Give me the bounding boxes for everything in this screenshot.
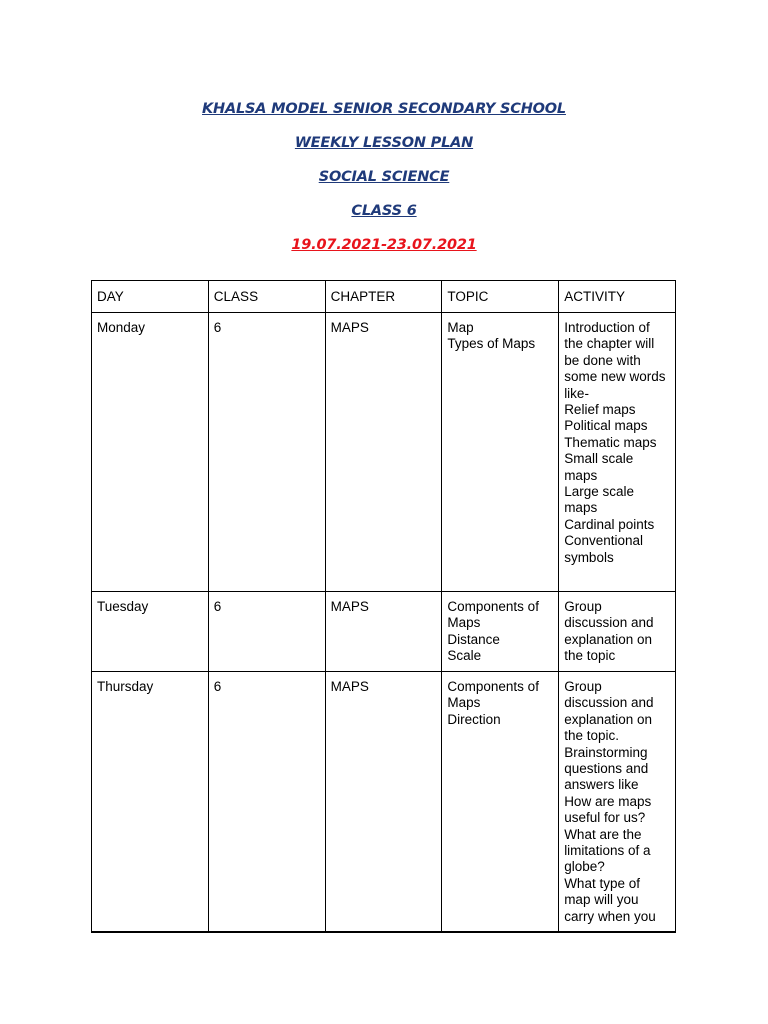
chapter-cell: MAPS bbox=[325, 313, 442, 592]
column-header-day: DAY bbox=[92, 281, 209, 313]
topic-cell: Map Types of Maps bbox=[442, 313, 559, 592]
activity-cell: Introduction of the chapter will be done with some new words like- Relief maps Political maps Thematic maps Small scale maps Large scale maps Cardinal points Conventional symbols bbox=[559, 313, 676, 592]
table-row bbox=[92, 592, 676, 672]
day-cell: Thursday bbox=[92, 672, 209, 933]
class-cell: 6 bbox=[208, 672, 325, 933]
column-header-chapter: CHAPTER bbox=[325, 281, 442, 313]
school-name: KHALSA MODEL SENIOR SECONDARY SCHOOL bbox=[202, 101, 566, 117]
subject-title: SOCIAL SCIENCE bbox=[318, 169, 450, 185]
column-header-activity: ACTIVITY bbox=[559, 281, 676, 313]
activity-cell: Group discussion and explanation on the topic bbox=[559, 592, 676, 672]
column-header-topic: TOPIC bbox=[442, 281, 559, 313]
class-title: CLASS 6 bbox=[351, 203, 417, 219]
document-header bbox=[0, 92, 768, 262]
date-range: 19.07.2021-23.07.2021 bbox=[291, 237, 477, 253]
topic-cell: Components of Maps Direction bbox=[442, 672, 559, 933]
topic-cell: Components of Maps Distance Scale bbox=[442, 592, 559, 672]
table-row bbox=[92, 672, 676, 933]
chapter-cell: MAPS bbox=[325, 592, 442, 672]
day-cell: Monday bbox=[92, 313, 209, 592]
class-cell: 6 bbox=[208, 592, 325, 672]
column-header-class: CLASS bbox=[208, 281, 325, 313]
chapter-cell: MAPS bbox=[325, 672, 442, 933]
table-row bbox=[92, 313, 676, 592]
table-header-row bbox=[92, 281, 676, 313]
plan-title: WEEKLY LESSON PLAN bbox=[294, 135, 474, 151]
class-cell: 6 bbox=[208, 313, 325, 592]
lesson-plan-table bbox=[91, 280, 676, 933]
day-cell: Tuesday bbox=[92, 592, 209, 672]
activity-cell: Group discussion and explanation on the topic. Brainstorming questions and answers like How are maps useful for us? What are the limitations of a globe? What type of map will you carry when you bbox=[559, 672, 676, 933]
